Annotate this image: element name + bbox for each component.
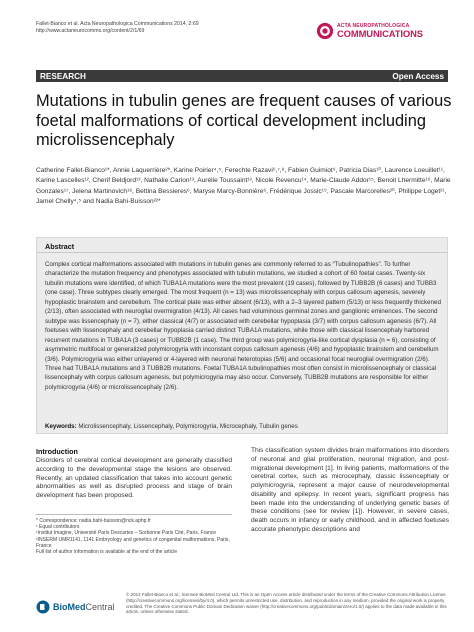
journal-name-line1: ACTA NEUROPATHOLOGICA bbox=[337, 22, 410, 29]
journal-emblem-icon bbox=[316, 22, 334, 40]
open-access-label: Open Access bbox=[392, 71, 444, 81]
abstract-box bbox=[36, 237, 448, 434]
footnotes bbox=[36, 514, 232, 555]
author-info-note: Full list of author information is available at the end of the article bbox=[36, 549, 178, 556]
keywords-label: Keywords: bbox=[45, 423, 77, 430]
equal-contributors-note: ¹ Equal contributors bbox=[36, 524, 80, 531]
correspondence-note[interactable]: * Correspondence: nadia.bahi-buisson@nck.aphp.fr bbox=[36, 518, 151, 524]
citation-text: Fallet-Bianco et al. Acta Neuropathologica Communications 2014, 2:69 bbox=[36, 21, 199, 27]
left-column bbox=[36, 447, 232, 501]
journal-logo[interactable] bbox=[316, 17, 450, 45]
article-title: Mutations in tubulin genes are frequent causes of various foetal malformations of cortical development including microlissencephaly bbox=[36, 92, 452, 149]
journal-name-line2: COMMUNICATIONS bbox=[337, 28, 423, 40]
biomed-central-logo[interactable] bbox=[36, 599, 126, 615]
biomed-central-emblem-icon bbox=[36, 600, 50, 614]
article-type-label: RESEARCH bbox=[40, 71, 86, 81]
introduction-text-right: This classification system divides brain malformations into disorders of neuronal and glial proliferation, neuronal migration, and post-migrational development [1]. In living patients, malformations of the cerebral cortex, such as microcephaly, classic lissencephaly or polymicrogyria, represent a major cause of neurodevelopmental disability and epilepsy. In recent years, significant progress has been made into the understanding of underlying genetic bases of these conditions (see for review [1]). However, in severe cases, death occurs in infancy or early childhood, and in affected foetuses accurate phenotypic descriptions and bbox=[251, 447, 449, 533]
article-type-banner bbox=[36, 70, 448, 82]
affiliation-1: ¹Institut Imagine, Université Paris Descartes – Sorbonne Paris Cité, Paris, France bbox=[36, 530, 217, 537]
journal-name bbox=[337, 23, 423, 40]
introduction-heading: Introduction bbox=[36, 447, 78, 456]
author-list: Catherine Fallet-Bianco¹*, Annie Laquerrière²*, Karine Poirier⁴,⁵, Ferechte Razavi⁶,⁷,⁸, Fabien Guimiot⁹, Patricia Dias¹⁰, Laurence Loeuillet¹¹, Karine Lascelles¹², Cherif Beldjord¹³, Nathalie Carion¹³, Aurélie Toussaint¹³, Nicole Revencu¹⁴, Marie-Claude Addor¹⁵, Benoit Lhermitte¹⁶, Marie Gonzales¹⁷, Jelena Martinovich¹⁸, Bettina Bessieres⁶, Maryse Marcy-Bonnière⁶, Frédérique Jossic¹⁹, Pascale Marcorelles²⁰, Philippe Loget²¹, Jamel Chelly⁴,⁵ and Nadia Bahi-Buisson²²* bbox=[36, 167, 451, 206]
keywords bbox=[45, 423, 441, 430]
abstract-heading: Abstract bbox=[45, 242, 75, 251]
header-citation bbox=[36, 21, 266, 35]
introduction-text-left: Disorders of cerebral cortical development are generally classified according to the developmental stage the lesions are observed. Recently, an updated classification that takes into account genetic abnormalities as well as disrupted process and stage of brain development has been proposed. bbox=[36, 457, 232, 499]
right-column bbox=[251, 447, 449, 535]
article-url[interactable]: http://www.actaneurocomms.org/content/2/1/69 bbox=[36, 28, 145, 34]
license-text: © 2014 Fallet-Bianco et al.; licensee BioMed Central Ltd. This is an Open Access article distributed under the terms of the Creative Commons Attribution License (http://creativecommons.org/licenses/by/4.0), which permits unrestricted use, distribution, and reproduction in any medium, provided the original work is properly credited. The Creative Commons Public Domain Dedication waiver (http://creativecommons.org/publicdomain/zero/1.0/) applies to the data made available in this article, unless otherwise stated. bbox=[126, 592, 447, 615]
affiliation-2: ²INSERM UMR1141, 1141 Embryology and genetics of congenital malformations, Paris, France bbox=[36, 536, 230, 549]
keywords-list: Microlissencephaly, Lissencephaly, Polymicrogyria, Microcephaly, Tubulin genes bbox=[78, 423, 298, 430]
abstract-divider bbox=[37, 252, 447, 253]
biomed-central-wordmark: BioMedCentral bbox=[53, 602, 115, 612]
abstract-text: Complex cortical malformations associated with mutations in tubulin genes are commonly referred to as “Tubulinopathies”. To further characterize the mutation frequency and phenotypes associated with tubulin mutations, we studied a cohort of 60 foetal cases. Twenty-six tubulin mutations were identified, of which TUBA1A mutations were the most prevalent (19 cases), followed by TUBB2B (6 cases) and TUBB3 (one case). Three subtypes clearly emerged. The most frequent (n = 13) was microlissencephaly with corpus callosum agenesis, severely hypoplastic brainstem and cerebellum. The cortical plate was either absent (6/13), with a 2–3 layered pattern (5/13) or less frequently thickened (2/13), often associated with neuroglial overmigration (4/13). All cases had voluminous germinal zones and ganglionic eminences. The second subtype was lissencephaly (n = 7), either classical (4/7) or associated with cerebellar hypoplasia (3/7) with corpus callosum agenesis (6/7). All foetuses with lissencephaly and cerebellar hypoplasia carried distinct TUBA1A mutations, while those with classical lissencephaly harbored recurrent mutations in TUBA1A (3 cases) or TUBB2B (1 case). The third group was polymicrogyria-like cortical dysplasia (n = 6), consisting of asymmetric multifocal or generalized polymicrogyria with inconstant corpus callosum agenesis (4/6) and hypoplastic brainstem and cerebellum (3/6). Polymicrogyria was either unlayered or 4-layered with neuronal heterotopias (5/6) and occasional focal neuroglial overmigration (2/6). Three had TUBA1A mutations and 3 TUBB2B mutations. Foetal TUBA1A tubulinopathies most often consist in microlissencephaly or classical lissencephaly with corpus callosum agenesis, but polymicrogyria may also occur. Conversely, TUBB2B mutations are responsible for either polymicrogyria (4/6) or microlissencephaly (2/6). bbox=[45, 261, 441, 391]
